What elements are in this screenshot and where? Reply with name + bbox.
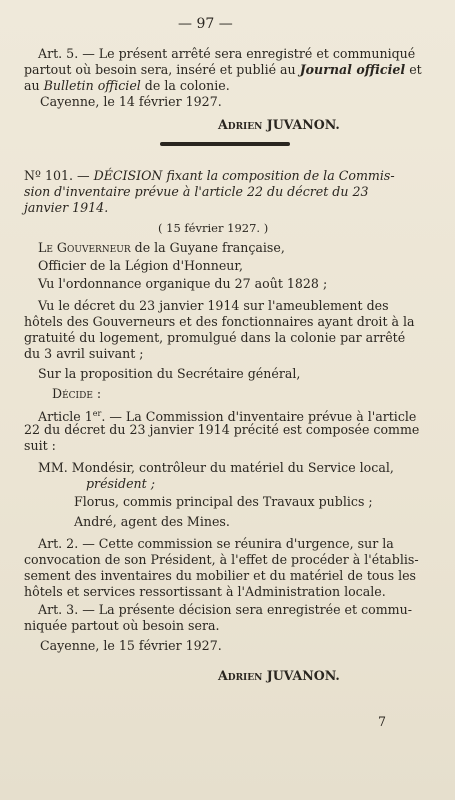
signature-2: Adrien JUVANON. xyxy=(218,668,340,683)
separator-rule xyxy=(160,142,290,146)
article-5-line-1: Art. 5. — Le présent arrêté sera enregistré et communiqué xyxy=(38,46,416,61)
vu-1: Vu l'ordonnance organique du 27 août 1828 ; xyxy=(38,276,328,291)
article-5-line-3: au Bulletin officiel de la colonie. xyxy=(24,78,230,93)
article-1-line-3: suit : xyxy=(24,438,56,453)
article-3-line-2: niquée partout où besoin sera. xyxy=(24,618,220,633)
governor-line: Le Gouverneur de la Guyane française, xyxy=(38,240,285,255)
article-1-line-1: Article 1er. — La Commission d'inventaire prévue à l'article xyxy=(38,409,417,425)
place-date-1: Cayenne, le 14 février 1927. xyxy=(40,94,222,109)
article-1-line-2: 22 du décret du 23 janvier 1914 précité est composée comme xyxy=(24,422,420,437)
vu-2-line-2: hôtels des Gouverneurs et des fonctionnaires ayant droit à la xyxy=(24,314,415,329)
member-2: Florus, commis principal des Travaux publics ; xyxy=(74,494,373,509)
article-2-line-1: Art. 2. — Cette commission se réunira d'urgence, sur la xyxy=(38,536,394,551)
article-2-line-2: convocation de son Président, à l'effet de procéder à l'établis- xyxy=(24,552,419,567)
article-2-line-3: sement des inventaires du mobilier et du matériel de tous les xyxy=(24,568,417,583)
signature-1: Adrien JUVANON. xyxy=(218,117,340,132)
member-1-line-1: MM. Mondésir, contrôleur du matériel du Service local, xyxy=(38,460,394,475)
decide-line: Décide : xyxy=(52,386,102,401)
signature-mark: 7 xyxy=(378,714,387,729)
place-date-2: Cayenne, le 15 février 1927. xyxy=(40,638,222,653)
article-2-line-4: hôtels et services ressortissant à l'Administration locale. xyxy=(24,584,386,599)
vu-2-line-4: du 3 avril suivant ; xyxy=(24,346,144,361)
decision-date: ( 15 février 1927. ) xyxy=(158,221,269,235)
vu-2-line-1: Vu le décret du 23 janvier 1914 sur l'ameublement des xyxy=(38,298,389,313)
article-3-line-1: Art. 3. — La présente décision sera enregistrée et commu- xyxy=(38,602,412,617)
member-3: André, agent des Mines. xyxy=(74,514,230,529)
decision-heading-line-2: sion d'inventaire prévue à l'article 22 du décret du 23 xyxy=(24,184,369,199)
member-1-line-2: président ; xyxy=(86,476,155,491)
officer-line: Officier de la Légion d'Honneur, xyxy=(38,258,244,273)
proposition-line: Sur la proposition du Secrétaire général, xyxy=(38,366,301,381)
decision-heading-line-1: Nº 101. — DÉCISION fixant la composition de la Commis- xyxy=(24,168,395,183)
page-number: — 97 — xyxy=(178,16,233,32)
vu-2-line-3: gratuité du logement, promulgué dans la colonie par arrêté xyxy=(24,330,406,345)
decision-heading-line-3: janvier 1914. xyxy=(24,200,109,215)
article-5-line-2: partout où besoin sera, inséré et publié au Journal officiel et xyxy=(24,62,422,77)
